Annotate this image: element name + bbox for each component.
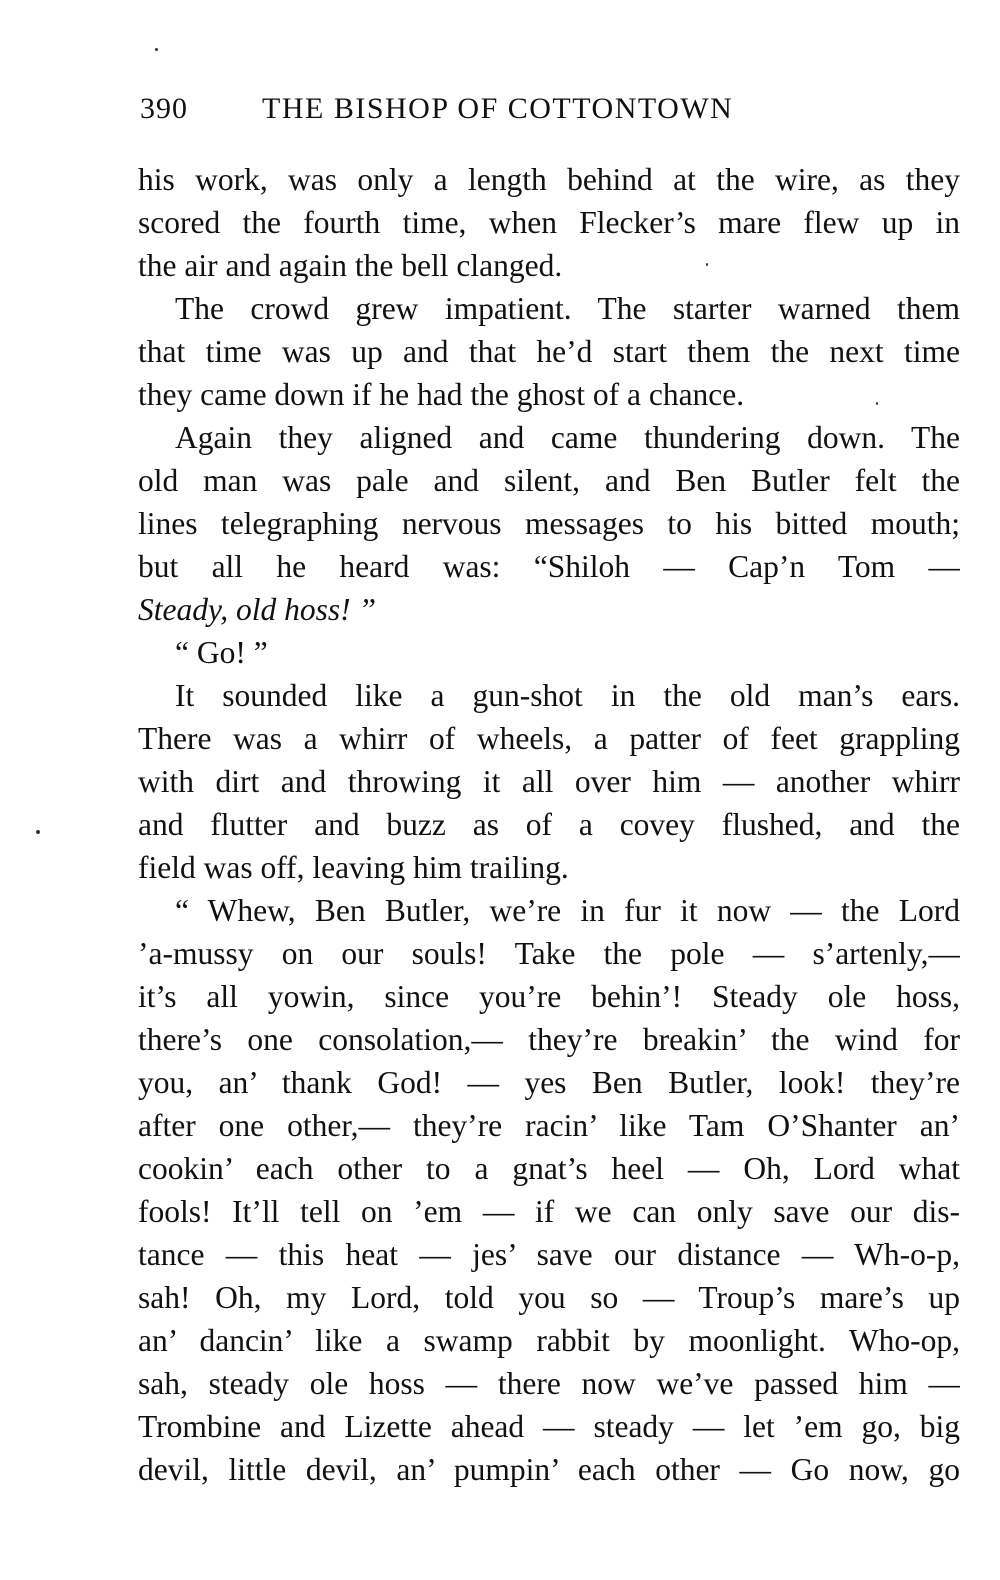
text-line: sah! Oh, my Lord, told you so — Troup’s mare’s up	[138, 1280, 960, 1315]
text-line: you, an’ thank God! — yes Ben Butler, look! they’re	[138, 1065, 960, 1100]
text-line: but all he heard was: “Shiloh — Cap’n Tom —	[138, 549, 960, 584]
text-line: an’ dancin’ like a swamp rabbit by moonlight. Who-op,	[138, 1323, 960, 1358]
text-line: It sounded like a gun-shot in the old man’s ears.	[175, 678, 960, 713]
print-speck	[706, 263, 708, 266]
text-line: and flutter and buzz as of a covey flushed, and the	[138, 807, 960, 842]
text-line: cookin’ each other to a gnat’s heel — Oh, Lord what	[138, 1151, 960, 1186]
print-speck	[876, 402, 878, 405]
text-line: after one other,— they’re racin’ like Tam O’Shanter an’	[138, 1108, 960, 1143]
text-line: sah, steady ole hoss — there now we’ve passed him —	[138, 1366, 960, 1401]
print-speck	[155, 48, 158, 51]
text-line: it’s all yowin, since you’re behin’! Steady ole hoss,	[138, 979, 960, 1014]
text-line: ’a-mussy on our souls! Take the pole — s’artenly,—	[138, 936, 960, 971]
text-line: devil, little devil, an’ pumpin’ each other — Go now, go	[138, 1452, 960, 1487]
running-head	[140, 92, 840, 136]
text-line: there’s one consolation,— they’re breakin’ the wind for	[138, 1022, 960, 1057]
text-line: Steady, old hoss! ”	[138, 592, 377, 627]
text-line: scored the fourth time, when Flecker’s mare flew up in	[138, 205, 960, 240]
text-line: his work, was only a length behind at the wire, as they	[138, 162, 960, 197]
text-line: old man was pale and silent, and Ben Butler felt the	[138, 463, 960, 498]
text-line: “ Go! ”	[175, 635, 268, 670]
text-line: Again they aligned and came thundering down. The	[175, 420, 960, 455]
text-line: field was off, leaving him trailing.	[138, 850, 569, 885]
body-text	[138, 158, 960, 1491]
text-line: fools! It’ll tell on ’em — if we can only save our dis-	[138, 1194, 960, 1229]
text-line: The crowd grew impatient. The starter warned them	[175, 291, 960, 326]
text-line: they came down if he had the ghost of a chance.	[138, 377, 745, 412]
text-line: that time was up and that he’d start them the next time	[138, 334, 960, 369]
running-title: THE BISHOP OF COTTONTOWN	[262, 92, 734, 125]
text-line: “ Whew, Ben Butler, we’re in fur it now — the Lord	[175, 893, 960, 928]
print-speck	[36, 830, 40, 834]
text-line: Trombine and Lizette ahead — steady — let ’em go, big	[138, 1409, 960, 1444]
text-line: the air and again the bell clanged.	[138, 248, 563, 283]
text-line: with dirt and throwing it all over him — another whirr	[138, 764, 960, 799]
page-number: 390	[140, 92, 188, 125]
text-line: There was a whirr of wheels, a patter of feet grappling	[138, 721, 960, 756]
text-line: lines telegraphing nervous messages to his bitted mouth;	[138, 506, 960, 541]
text-line: tance — this heat — jes’ save our distance — Wh-o-p,	[138, 1237, 960, 1272]
